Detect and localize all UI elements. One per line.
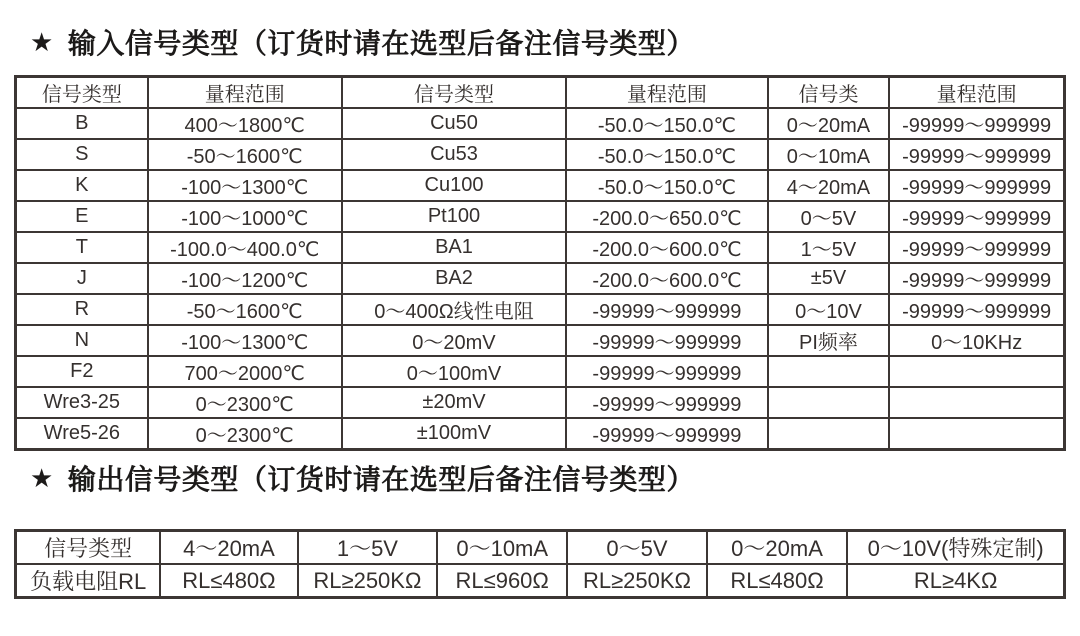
table-cell: S bbox=[16, 139, 148, 170]
table-cell: -99999～999999 bbox=[889, 139, 1064, 170]
table-row bbox=[16, 201, 1065, 232]
table-cell: -50～1600℃ bbox=[148, 139, 342, 170]
table-cell: -99999～999999 bbox=[889, 170, 1064, 201]
table-cell: Cu50 bbox=[342, 108, 566, 139]
table-cell: RL≤480Ω bbox=[160, 564, 297, 598]
table-cell: -50.0～150.0℃ bbox=[566, 108, 767, 139]
table-row bbox=[16, 263, 1065, 294]
input-section-title bbox=[30, 22, 695, 62]
header-row bbox=[16, 77, 1065, 109]
table-cell: RL≥250KΩ bbox=[567, 564, 707, 598]
table-cell: 0～10V(特殊定制) bbox=[847, 531, 1064, 565]
table-cell bbox=[889, 418, 1064, 450]
table-cell: F2 bbox=[16, 356, 148, 387]
table-cell: Cu100 bbox=[342, 170, 566, 201]
table-cell: -99999～999999 bbox=[889, 201, 1064, 232]
table-cell bbox=[768, 356, 890, 387]
table-cell: -200.0～650.0℃ bbox=[566, 201, 767, 232]
table-cell: Pt100 bbox=[342, 201, 566, 232]
table-cell: 0～10KHz bbox=[889, 325, 1064, 356]
table-row bbox=[16, 325, 1065, 356]
table-cell: -99999～999999 bbox=[566, 325, 767, 356]
table-cell: -100.0～400.0℃ bbox=[148, 232, 342, 263]
table-cell: T bbox=[16, 232, 148, 263]
table-cell: -99999～999999 bbox=[889, 263, 1064, 294]
table-row bbox=[16, 387, 1065, 418]
table-cell: -50.0～150.0℃ bbox=[566, 170, 767, 201]
column-header: 信号类型 bbox=[342, 77, 566, 109]
table-cell: BA2 bbox=[342, 263, 566, 294]
table-cell: -200.0～600.0℃ bbox=[566, 263, 767, 294]
column-header: 信号类 bbox=[768, 77, 890, 109]
table-cell: 0～20mA bbox=[707, 531, 848, 565]
output-section-title bbox=[30, 458, 695, 498]
star-icon: ★ bbox=[30, 462, 54, 493]
table-cell: -99999～999999 bbox=[566, 356, 767, 387]
table-cell: 0～100mV bbox=[342, 356, 566, 387]
table-cell: -50.0～150.0℃ bbox=[566, 139, 767, 170]
table-cell: N bbox=[16, 325, 148, 356]
table-cell: 400～1800℃ bbox=[148, 108, 342, 139]
table-cell bbox=[768, 387, 890, 418]
table-cell: -50～1600℃ bbox=[148, 294, 342, 325]
table-cell: 负载电阻RL bbox=[16, 564, 161, 598]
table-cell: RL≥4KΩ bbox=[847, 564, 1064, 598]
table-cell bbox=[768, 418, 890, 450]
table-cell: -99999～999999 bbox=[889, 294, 1064, 325]
table-cell: -99999～999999 bbox=[566, 387, 767, 418]
table-cell: Wre5-26 bbox=[16, 418, 148, 450]
column-header: 量程范围 bbox=[566, 77, 767, 109]
table-cell: -99999～999999 bbox=[566, 294, 767, 325]
star-icon: ★ bbox=[30, 26, 54, 57]
table-cell: 0～10V bbox=[768, 294, 890, 325]
table-cell: -99999～999999 bbox=[889, 108, 1064, 139]
table-cell: J bbox=[16, 263, 148, 294]
table-cell: 700～2000℃ bbox=[148, 356, 342, 387]
table-cell: E bbox=[16, 201, 148, 232]
table-cell: -100～1200℃ bbox=[148, 263, 342, 294]
table-cell: 0～2300℃ bbox=[148, 387, 342, 418]
table-cell: Wre3-25 bbox=[16, 387, 148, 418]
column-header: 信号类型 bbox=[16, 77, 148, 109]
output-section-title-text: 输出信号类型（订货时请在选型后备注信号类型） bbox=[67, 464, 695, 495]
table-row bbox=[16, 356, 1065, 387]
table-cell bbox=[889, 356, 1064, 387]
table-cell bbox=[889, 387, 1064, 418]
table-cell: 0～5V bbox=[567, 531, 707, 565]
table-cell: RL≥250KΩ bbox=[298, 564, 438, 598]
input-section-title-text: 输入信号类型（订货时请在选型后备注信号类型） bbox=[67, 28, 695, 59]
table-cell: 4～20mA bbox=[160, 531, 297, 565]
table-cell: ±20mV bbox=[342, 387, 566, 418]
table-cell: -200.0～600.0℃ bbox=[566, 232, 767, 263]
table-cell: -100～1300℃ bbox=[148, 170, 342, 201]
table-cell: K bbox=[16, 170, 148, 201]
table-cell: 4～20mA bbox=[768, 170, 890, 201]
table-cell: 信号类型 bbox=[16, 531, 161, 565]
table-row bbox=[16, 170, 1065, 201]
table-cell: 0～400Ω线性电阻 bbox=[342, 294, 566, 325]
table-cell: ±100mV bbox=[342, 418, 566, 450]
table-cell: 1～5V bbox=[768, 232, 890, 263]
input-signal-table bbox=[14, 75, 1066, 451]
table-cell: B bbox=[16, 108, 148, 139]
table-row bbox=[16, 294, 1065, 325]
table-cell: BA1 bbox=[342, 232, 566, 263]
table-row bbox=[16, 564, 1065, 598]
table-cell: Cu53 bbox=[342, 139, 566, 170]
table-cell: 0～10mA bbox=[768, 139, 890, 170]
table-cell: -99999～999999 bbox=[889, 232, 1064, 263]
table-cell: 1～5V bbox=[298, 531, 438, 565]
column-header: 量程范围 bbox=[148, 77, 342, 109]
table-row bbox=[16, 531, 1065, 565]
table-cell: -100～1000℃ bbox=[148, 201, 342, 232]
table-cell: ±5V bbox=[768, 263, 890, 294]
table-cell: 0～5V bbox=[768, 201, 890, 232]
table-cell: -100～1300℃ bbox=[148, 325, 342, 356]
table-row bbox=[16, 232, 1065, 263]
column-header: 量程范围 bbox=[889, 77, 1064, 109]
table-cell: RL≤960Ω bbox=[437, 564, 567, 598]
table-cell: PI频率 bbox=[768, 325, 890, 356]
table-cell: R bbox=[16, 294, 148, 325]
table-row bbox=[16, 139, 1065, 170]
table-row bbox=[16, 108, 1065, 139]
table-row bbox=[16, 418, 1065, 450]
table-cell: 0～20mV bbox=[342, 325, 566, 356]
table-cell: RL≤480Ω bbox=[707, 564, 848, 598]
table-cell: -99999～999999 bbox=[566, 418, 767, 450]
table-cell: 0～10mA bbox=[437, 531, 567, 565]
output-signal-table bbox=[14, 529, 1066, 599]
table-cell: 0～20mA bbox=[768, 108, 890, 139]
table-cell: 0～2300℃ bbox=[148, 418, 342, 450]
